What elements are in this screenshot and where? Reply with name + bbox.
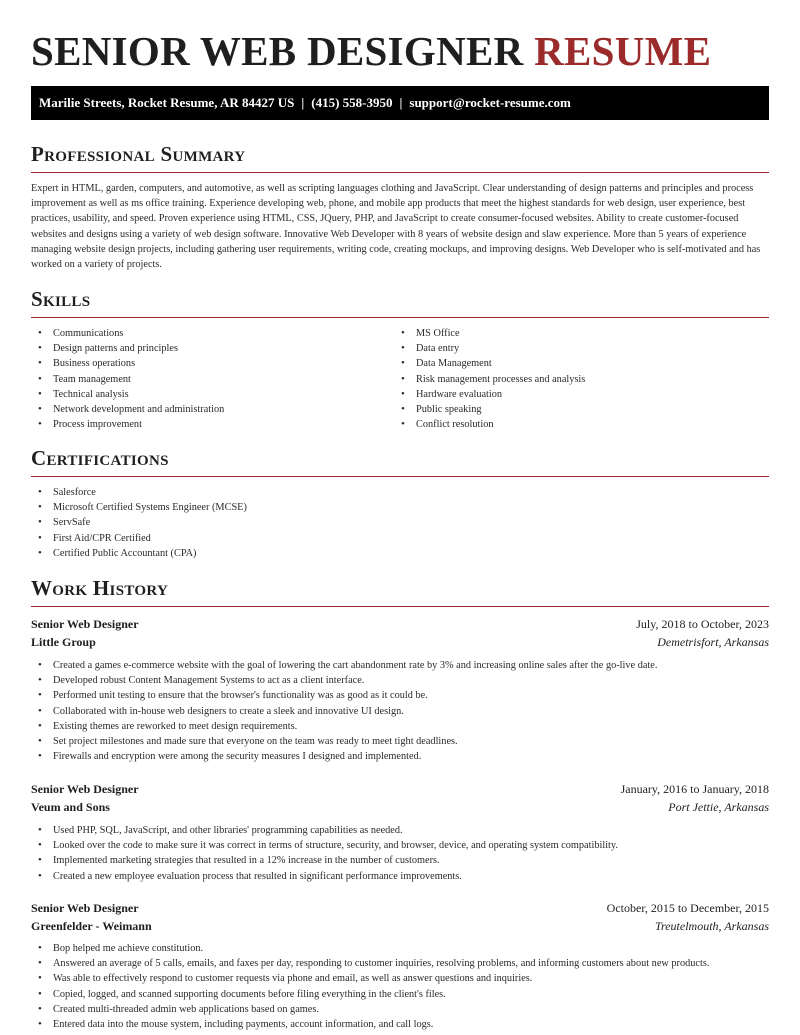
work-history-heading: Work History bbox=[31, 576, 169, 600]
skill-item: • Team management bbox=[31, 372, 391, 387]
resume-title bbox=[31, 28, 711, 74]
skill-item: • Risk management processes and analysis bbox=[394, 372, 764, 387]
job-dates: July, 2018 to October, 2023 bbox=[636, 617, 769, 631]
contact-separator: | bbox=[301, 95, 305, 110]
job-bullet: • Created a new employee evaluation process that resulted in significant performance improvements. bbox=[31, 869, 769, 884]
summary-text: Expert in HTML, garden, computers, and automotive, as well as scripting languages clothing and JavaScript. Clear understanding of design patterns and principles and process improvement as well as ms office training. Experience developing web, phone, and mobile app products that meet the highest standards for web design, user experience, best practices, usability, and speed. Proven experience using HTML, CSS, JQuery, PHP, and JavaScript to create consumer-focused websites. Ability to create customer-focused websites and designs using a variety of web design software. Innovative Web Developer with 8 years of website design and slaw experience. More than 5 years of experience managing website design projects, including gathering user requirements, writing code, creating mockups, and improving designs. Web Developer who is self-motivated and has worked on a variety of projects. bbox=[31, 183, 761, 271]
job-bullet: • Collaborated with in-house web designers to create a sleek and innovative UI design. bbox=[31, 704, 769, 719]
job-bullet: • Bop helped me achieve constitution. bbox=[31, 941, 769, 956]
skills-heading: Skills bbox=[31, 287, 91, 311]
job-entry bbox=[31, 616, 769, 763]
job-company: Greenfelder - Weimann bbox=[31, 919, 152, 933]
job-subheader bbox=[31, 799, 769, 817]
contact-separator: | bbox=[399, 95, 403, 110]
section-divider bbox=[31, 606, 769, 607]
contact-address: Marilie Streets, Rocket Resume, AR 84427 US bbox=[39, 95, 295, 110]
section-divider bbox=[31, 476, 769, 477]
job-bullet: • Created a games e-commerce website with the goal of lowering the cart abandonment rate by 3% and increasing online sales after the go-live date. bbox=[31, 658, 769, 673]
skill-item: • Data entry bbox=[394, 341, 764, 356]
job-bullet: • Was able to effectively respond to customer requests via phone and email, as well as answer questions and inquiries. bbox=[31, 971, 769, 986]
job-title: Senior Web Designer bbox=[31, 617, 139, 631]
job-location: Port Jettie, Arkansas bbox=[668, 800, 769, 814]
contact-bar bbox=[31, 86, 769, 120]
skill-item: • Communications bbox=[31, 326, 391, 341]
summary-heading: Professional Summary bbox=[31, 142, 246, 166]
job-bullet: • Created multi-threaded admin web applications based on games. bbox=[31, 1002, 769, 1017]
skill-item: • Design patterns and principles bbox=[31, 341, 391, 356]
skill-item: • Network development and administration bbox=[31, 402, 391, 417]
job-company: Veum and Sons bbox=[31, 800, 110, 814]
job-bullet: • Set project milestones and made sure that everyone on the team was ready to meet tight deadlines. bbox=[31, 734, 769, 749]
skill-item: • Data Management bbox=[394, 356, 764, 371]
certification-item: • Certified Public Accountant (CPA) bbox=[31, 546, 769, 561]
skill-item: • Public speaking bbox=[394, 402, 764, 417]
skill-item: • MS Office bbox=[394, 326, 764, 341]
certification-item: • First Aid/CPR Certified bbox=[31, 531, 769, 546]
job-entry bbox=[31, 900, 769, 1031]
job-bullet-list bbox=[31, 658, 769, 764]
certifications-heading: Certifications bbox=[31, 446, 169, 470]
job-company: Little Group bbox=[31, 635, 96, 649]
title-main: SENIOR WEB DESIGNER bbox=[31, 28, 535, 74]
job-title: Senior Web Designer bbox=[31, 782, 139, 796]
job-dates: January, 2016 to January, 2018 bbox=[620, 782, 769, 796]
job-title: Senior Web Designer bbox=[31, 901, 139, 915]
job-header bbox=[31, 781, 769, 799]
job-bullet: • Answered an average of 5 calls, emails, and faxes per day, responding to customer inquiries, resolving problems, and informing customers about new products. bbox=[31, 956, 769, 971]
contact-email[interactable]: support@rocket-resume.com bbox=[409, 95, 571, 110]
title-accent: RESUME bbox=[534, 28, 712, 74]
skill-item: • Process improvement bbox=[31, 417, 391, 432]
job-bullet: • Performed unit testing to ensure that the browser's functionality was as good as it could be. bbox=[31, 688, 769, 703]
job-header bbox=[31, 900, 769, 918]
section-divider bbox=[31, 317, 769, 318]
job-bullet: • Copied, logged, and scanned supporting documents before filing everything in the client's files. bbox=[31, 987, 769, 1002]
certifications-list bbox=[31, 485, 769, 561]
section-divider bbox=[31, 172, 769, 173]
skill-item: • Business operations bbox=[31, 356, 391, 371]
job-entry bbox=[31, 781, 769, 882]
skills-list-right bbox=[394, 326, 764, 432]
job-bullet: • Developed robust Content Management Systems to act as a client interface. bbox=[31, 673, 769, 688]
job-bullet: • Entered data into the mouse system, including payments, account information, and call logs. bbox=[31, 1017, 769, 1032]
certification-item: • ServSafe bbox=[31, 515, 769, 530]
job-subheader bbox=[31, 634, 769, 652]
contact-phone[interactable]: (415) 558-3950 bbox=[311, 95, 393, 110]
job-bullet: • Firewalls and encryption were among the security measures I designed and implemented. bbox=[31, 749, 769, 764]
skill-item: • Conflict resolution bbox=[394, 417, 764, 432]
job-subheader bbox=[31, 918, 769, 936]
job-dates: October, 2015 to December, 2015 bbox=[606, 901, 769, 915]
job-bullet: • Implemented marketing strategies that resulted in a 12% increase in the number of customers. bbox=[31, 853, 769, 868]
job-bullet-list bbox=[31, 823, 769, 884]
job-header bbox=[31, 616, 769, 634]
skills-list-left bbox=[31, 326, 391, 432]
job-bullet-list bbox=[31, 941, 769, 1032]
certification-item: • Salesforce bbox=[31, 485, 769, 500]
skill-item: • Technical analysis bbox=[31, 387, 391, 402]
job-bullet: • Looked over the code to make sure it was correct in terms of structure, security, and browser, device, and operating system compatibility. bbox=[31, 838, 769, 853]
certification-item: • Microsoft Certified Systems Engineer (MCSE) bbox=[31, 500, 769, 515]
job-bullet: • Existing themes are reworked to meet design requirements. bbox=[31, 719, 769, 734]
job-bullet: • Used PHP, SQL, JavaScript, and other libraries' programming capabilities as needed. bbox=[31, 823, 769, 838]
job-location: Demetrisfort, Arkansas bbox=[657, 635, 769, 649]
job-location: Treutelmouth, Arkansas bbox=[654, 919, 769, 933]
skill-item: • Hardware evaluation bbox=[394, 387, 764, 402]
